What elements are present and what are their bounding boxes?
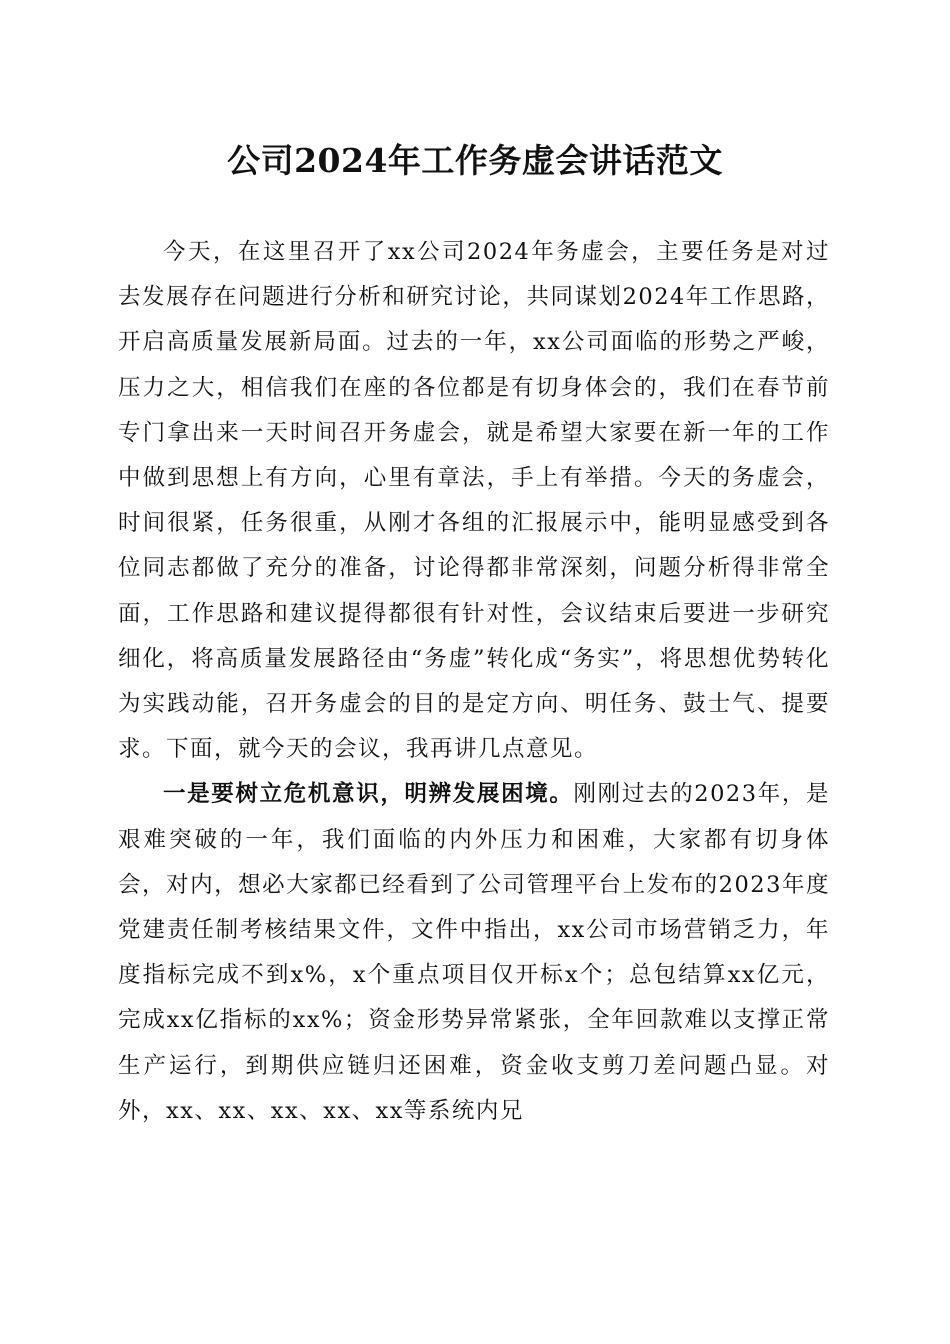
paragraph-intro (118, 230, 830, 772)
document-title: 公司2024年工作务虚会讲话范文 (227, 141, 723, 180)
paragraph-point-one (118, 772, 830, 1134)
paragraph-point-one-text: 刚刚过去的2023年，是艰难突破的一年，我们面临的内外压力和困难，大家都有切身体会，对内，想必大家都已经看到了公司管理平台上发布的2023年度党建责任制考核结果文件，文件中指出，xx公司市场营销乏力，年度指标完成不到x%，x个重点项目仅开标x个；总包结算xx亿元，完成xx亿指标的xx%；资金形势异常紧张，全年回款难以支撑正常生产运行，到期供应链归还困难，资金收支剪刀差问题凸显。对外，xx、xx、xx、xx、xx等系统内兄 (118, 781, 830, 1124)
paragraph-point-one-lead: 一是要树立危机意识，明辨发展困境。 (163, 781, 574, 808)
document-body (118, 230, 830, 1134)
paragraph-intro-text: 今天，在这里召开了xx公司2024年务虚会，主要任务是对过去发展存在问题进行分析和研究讨论，共同谋划2024年工作思路，开启高质量发展新局面。过去的一年，xx公司面临的形势之严峻，压力之大，相信我们在座的各位都是有切身体会的，我们在春节前专门拿出来一天时间召开务虚会，就是希望大家要在新一年的工作中做到思想上有方向，心里有章法，手上有举措。今天的务虚会，时间很紧，任务很重，从刚才各组的汇报展示中，能明显感受到各位同志都做了充分的准备，讨论得都非常深刻，问题分析得非常全面，工作思路和建议提得都很有针对性，会议结束后要进一步研究细化，将高质量发展路径由“务虚”转化成“务实”，将思想优势转化为实践动能，召开务虚会的目的是定方向、明任务、鼓士气、提要求。下面，就今天的会议，我再讲几点意见。 (118, 239, 830, 763)
